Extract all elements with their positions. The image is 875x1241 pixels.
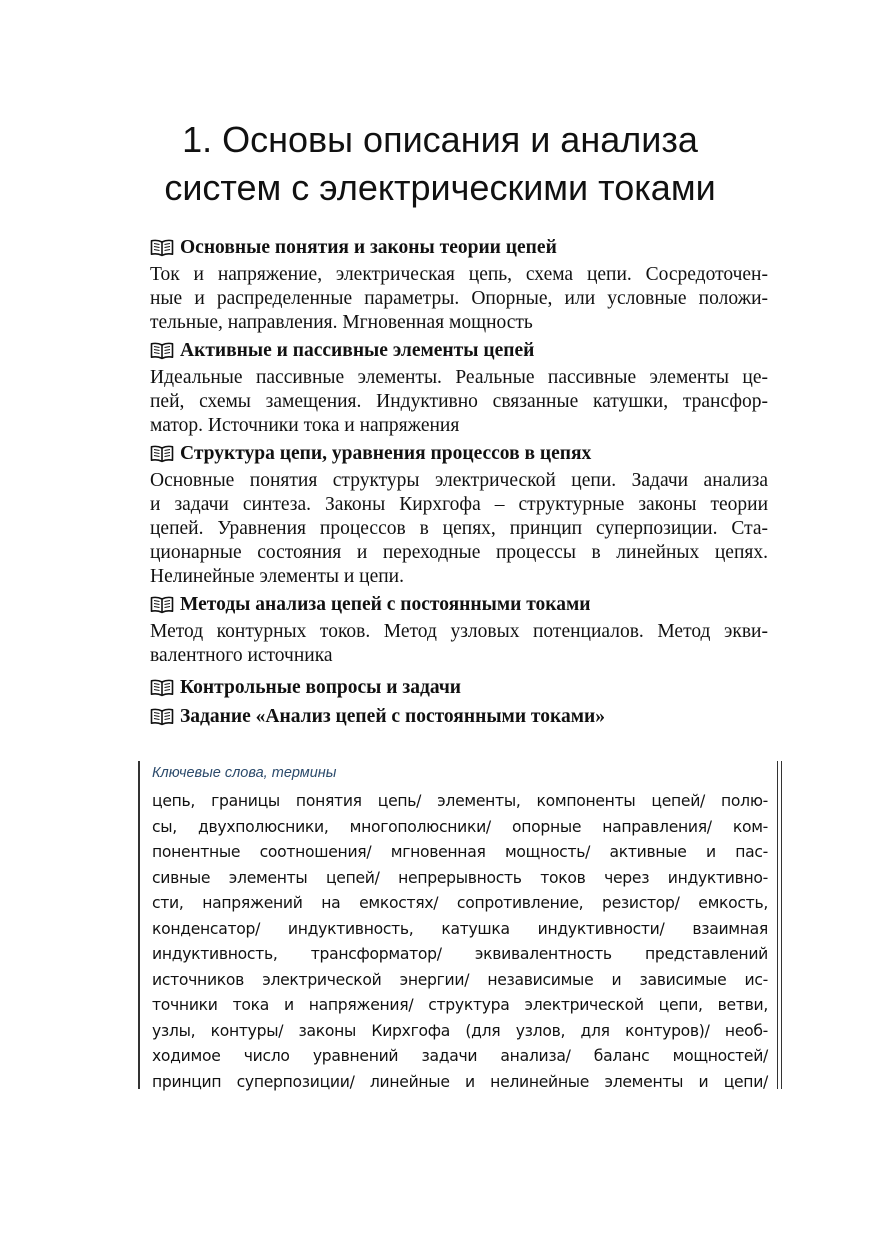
section-5 — [150, 674, 768, 703]
page-title-line-2: систем с электрическими токами — [164, 167, 716, 208]
section-heading[interactable] — [150, 440, 768, 469]
section-body-line: пей, схемы замещения. Индуктивно связанные катушки, трансфор- — [150, 391, 768, 412]
book-icon — [150, 239, 174, 257]
section-body-line: Нелинейные элементы и цепи. — [150, 566, 404, 587]
keywords-line: принцип суперпозиции/ линейные и нелинейные элементы и цепи/ — [152, 1072, 768, 1091]
section-heading-text: Основные понятия и законы теории цепей — [180, 237, 557, 258]
keywords-line: ходимое число уравнений задачи анализа/ баланс мощностей/ — [152, 1047, 768, 1065]
page-title — [120, 116, 760, 212]
section-heading-text: Контрольные вопросы и задачи — [180, 677, 462, 698]
section-body-line: Идеальные пассивные элементы. Реальные пассивные элементы це- — [150, 367, 768, 388]
section-6 — [150, 703, 768, 732]
section-4 — [150, 591, 768, 668]
keywords-line: конденсатор/ индуктивность, катушка индуктивности/ взаимная — [152, 919, 768, 938]
section-body-line: ные и распределенные параметры. Опорные, или условные положи- — [150, 288, 768, 309]
keywords-box — [138, 761, 782, 1089]
section-heading[interactable] — [150, 337, 768, 366]
book-icon — [150, 342, 174, 360]
keywords-title: Ключевые слова, термины — [152, 765, 337, 781]
section-body-line: ционарные состояния и переходные процессы в линейных цепях. — [150, 542, 768, 563]
section-heading[interactable] — [150, 591, 768, 620]
section-body — [150, 263, 768, 335]
book-icon — [150, 596, 174, 614]
keywords-line: узлы, контуры/ законы Кирхгофа (для узлов, для контуров)/ необ- — [152, 1021, 768, 1040]
section-body-line: и задачи синтеза. Законы Кирхгофа – структурные законы теории — [150, 494, 768, 515]
section-list — [150, 234, 768, 732]
section-body-line: тельные, направления. Мгновенная мощность — [150, 312, 533, 333]
keywords-line: сти, напряжений на емкостях/ сопротивление, резистор/ емкость, — [152, 894, 768, 912]
section-body-line: Основные понятия структуры электрической цепи. Задачи анализа — [150, 470, 768, 491]
section-body-line: валентного источника — [150, 645, 333, 666]
keywords-text — [152, 789, 768, 1095]
section-3 — [150, 440, 768, 589]
section-heading-text: Структура цепи, уравнения процессов в цепях — [180, 443, 592, 464]
keywords-line: источников электрической энергии/ независимые и зависимые ис- — [152, 970, 768, 989]
section-body-line: цепей. Уравнения процессов в цепях, принцип суперпозиции. Ста- — [150, 518, 768, 539]
section-2 — [150, 337, 768, 438]
keywords-line: индуктивность, трансформатор/ эквивалентность представлений — [152, 945, 768, 963]
section-body-line: Метод контурных токов. Метод узловых потенциалов. Метод экви- — [150, 621, 768, 642]
section-heading-text: Методы анализа цепей с постоянными токами — [180, 594, 591, 615]
keywords-line: точники тока и напряжения/ структура электрической цепи, ветви, — [152, 996, 768, 1014]
keywords-line: сивные элементы цепей/ непрерывность токов через индуктивно- — [152, 868, 768, 887]
section-body — [150, 366, 768, 438]
keywords-right-rule — [777, 761, 782, 1089]
section-heading-text: Задание «Анализ цепей с постоянными токами» — [180, 706, 605, 727]
section-body — [150, 620, 768, 668]
keywords-line: цепь, границы понятия цепь/ элементы, компоненты цепей/ полю- — [152, 792, 768, 810]
section-heading-text: Активные и пассивные элементы цепей — [180, 340, 535, 361]
section-body — [150, 469, 768, 589]
book-icon — [150, 708, 174, 726]
keywords-left-rule — [138, 761, 140, 1089]
section-heading[interactable] — [150, 674, 768, 703]
page-title-line-1: 1. Основы описания и анализа — [182, 119, 698, 160]
book-icon — [150, 679, 174, 697]
section-body-line: Ток и напряжение, электрическая цепь, схема цепи. Сосредоточен- — [150, 264, 768, 285]
section-body-line: матор. Источники тока и напряжения — [150, 415, 460, 436]
section-heading[interactable] — [150, 234, 768, 263]
keywords-line: понентные соотношения/ мгновенная мощность/ активные и пас- — [152, 843, 768, 861]
book-icon — [150, 445, 174, 463]
keywords-line: сы, двухполюсники, многополюсники/ опорные направления/ ком- — [152, 817, 768, 836]
section-1 — [150, 234, 768, 335]
section-heading[interactable] — [150, 703, 768, 732]
